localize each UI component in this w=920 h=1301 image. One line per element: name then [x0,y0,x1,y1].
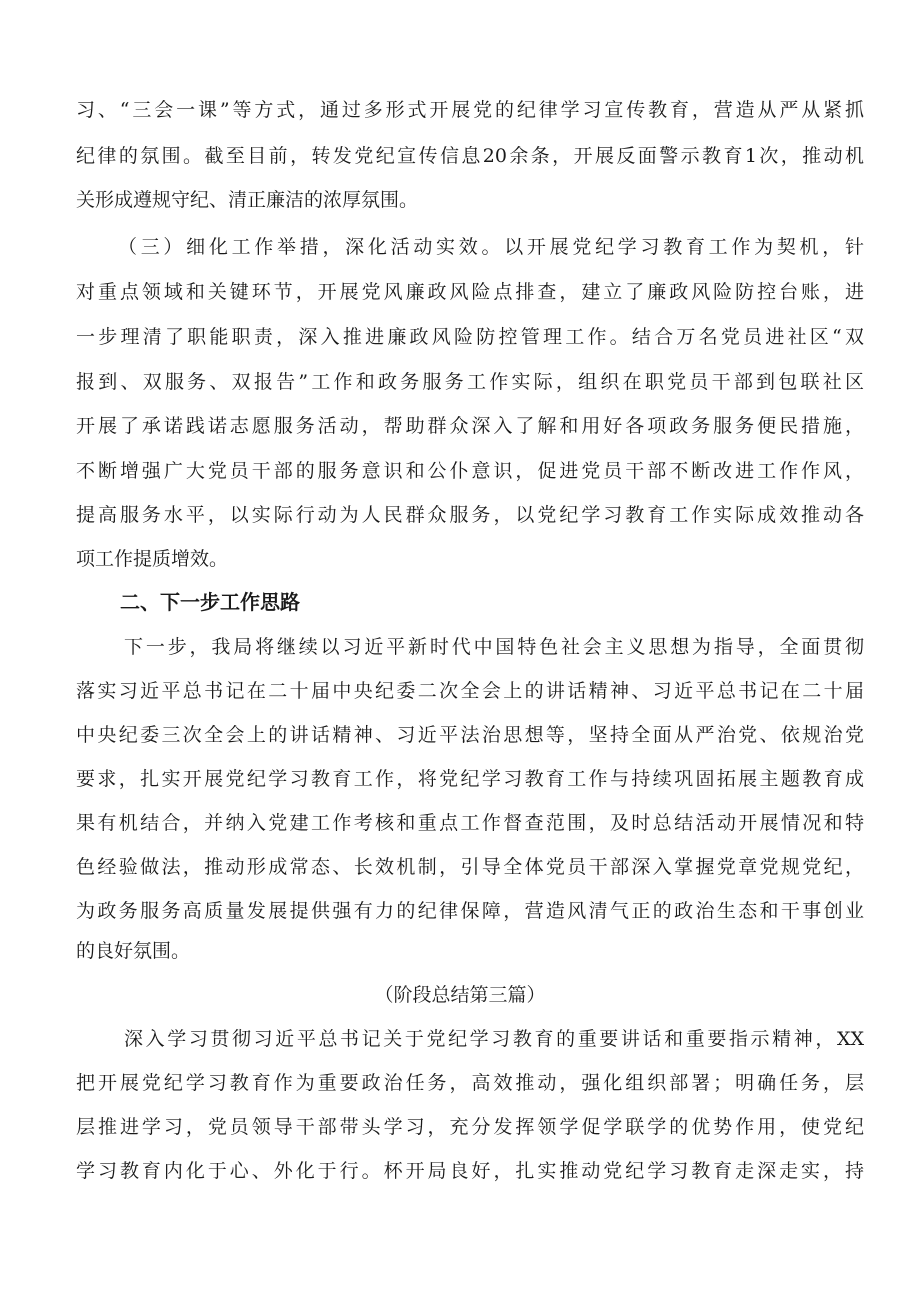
line-text: 提高服务水平，以实际行动为人民群众服务，以党纪学习教育工作实际成效推动各 [76,504,864,526]
text-line [0,317,920,357]
line-text: 纪律的氛围。截至目前，转发党纪宣传信息20余条，开展反面警示教育1次，推动机 [76,145,864,167]
line-text: 果有机结合，并纳入党建工作考核和重点工作督查范围，及时总结活动开展情况和特 [76,812,864,834]
line-text: 要求，扎实开展党纪学习教育工作，将党纪学习教育工作与持续巩固拓展主题教育成 [76,768,864,790]
line-text: 色经验做法，推动形成常态、长效机制，引导全体党员干部深入掌握党章党规党纪， [76,856,864,878]
text-line [0,495,920,535]
line-text: 关形成遵规守纪、清正廉洁的浓厚氛围。 [76,189,419,211]
text-line [0,362,920,402]
section-heading [0,582,920,622]
line-text: 把开展党纪学习教育作为重要政治任务，高效推动，强化组织部署；明确任务，层 [76,1072,864,1094]
part-title [0,975,920,1015]
text-line [0,847,920,887]
text-line [0,671,920,711]
text-line [0,136,920,176]
text-line [0,90,920,130]
text-line [0,227,920,267]
line-text: 深入学习贯彻习近平总书记关于党纪学习教育的重要讲话和重要指示精神，XX [124,1028,864,1050]
line-text: 项工作提质增效。 [76,548,229,570]
part-title-text: （阶段总结第三篇） [374,984,546,1006]
text-line [0,1019,920,1059]
line-text: 中央纪委三次全会上的讲话精神、习近平法治思想等，坚持全面从严治党、依规治党 [76,724,864,746]
text-line [0,627,920,667]
text-line [0,1151,920,1191]
section-heading-text: 二、下一步工作思路 [120,590,300,614]
text-line [0,406,920,446]
text-line [0,931,920,971]
text-line [0,759,920,799]
text-line [0,451,920,491]
text-line [0,180,920,220]
line-text: 下一步，我局将继续以习近平新时代中国特色社会主义思想为指导，全面贯彻 [124,636,864,658]
line-text: 对重点领域和关键环节，开展党风廉政风险点排查，建立了廉政风险防控台账，进 [76,281,864,303]
line-text: 为政务服务高质量发展提供强有力的纪律保障，营造风清气正的政治生态和干事创业 [76,900,864,922]
line-text: 层推进学习，党员领导干部带头学习，充分发挥领学促学联学的优势作用，使党纪 [76,1116,864,1138]
text-line [0,1107,920,1147]
text-line [0,715,920,755]
line-text: （三）细化工作举措，深化活动实效。以开展党纪学习教育工作为契机，针 [118,236,864,258]
line-text: 落实习近平总书记在二十届中央纪委二次全会上的讲话精神、习近平总书记在二十届 [76,680,864,702]
text-line [0,539,920,579]
text-line [0,803,920,843]
line-text: 一步理清了职能职责，深入推进廉政风险防控管理工作。结合万名党员进社区“双 [76,326,864,348]
line-text: 报到、双服务、双报告”工作和政务服务工作实际，组织在职党员干部到包联社区 [76,371,864,393]
line-text: 开展了承诺践诺志愿服务活动，帮助群众深入了解和用好各项政务服务便民措施， [76,415,864,437]
text-line [0,1063,920,1103]
line-text: 不断增强广大党员干部的服务意识和公仆意识，促进党员干部不断改进工作作风， [76,460,864,482]
line-text: 学习教育内化于心、外化于行。杯开局良好，扎实推动党纪学习教育走深走实，持 [76,1160,864,1182]
text-line [0,891,920,931]
text-line [0,272,920,312]
line-text: 习、“三会一课”等方式，通过多形式开展党的纪律学习宣传教育，营造从严从紧抓 [76,99,864,121]
line-text: 的良好氛围。 [76,940,191,962]
